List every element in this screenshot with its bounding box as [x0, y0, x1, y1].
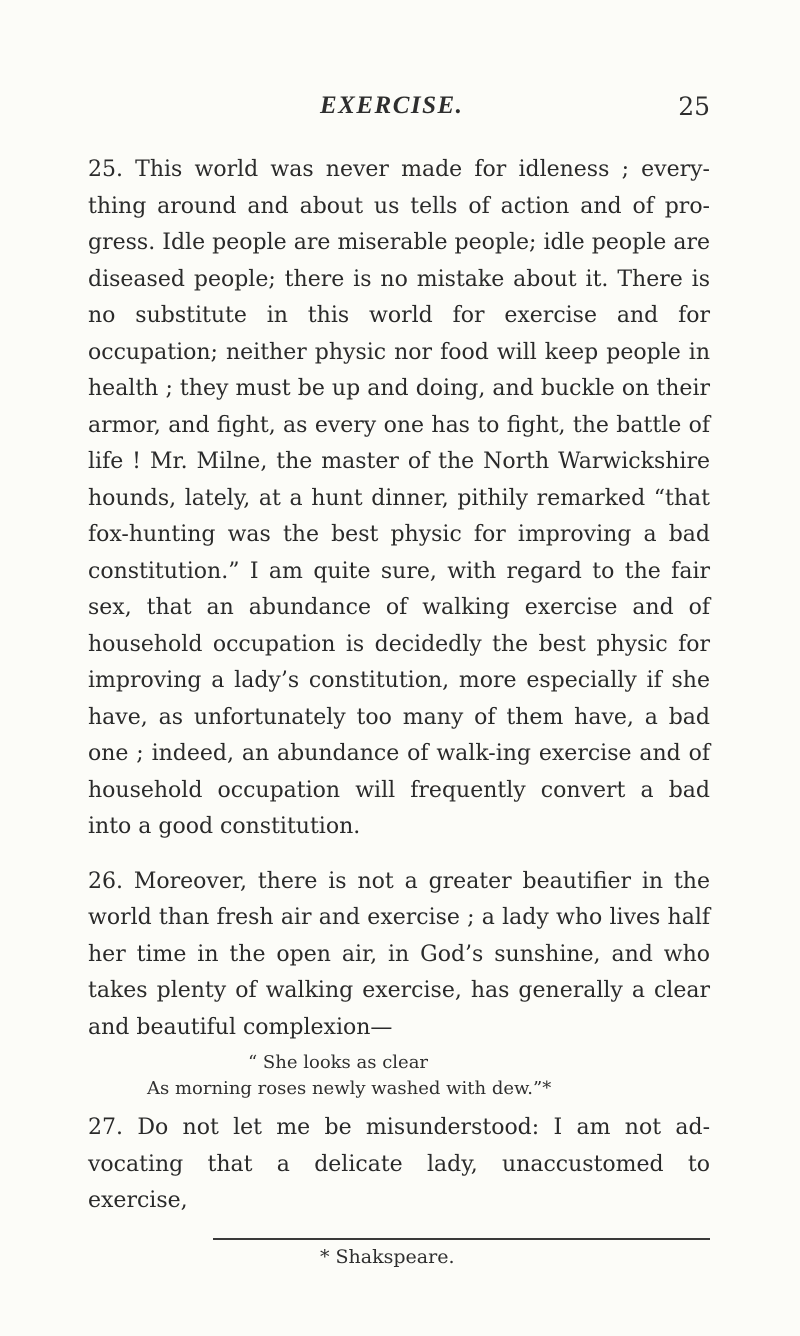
footnote: * Shakspeare. [320, 1246, 455, 1268]
quote-line: “ She looks as clear [248, 1052, 429, 1073]
running-title: EXERCISE. [320, 92, 464, 119]
running-head [240, 92, 710, 132]
paragraph-text: Do not let me be misunderstood: I am not ad-vocating that a delicate lady, unaccustomed to exercise, [88, 1115, 710, 1213]
quote-line: As morning roses newly washed with dew.”* [147, 1078, 552, 1099]
page-number: 25 [678, 92, 710, 121]
paragraph-27 [88, 1110, 710, 1220]
paragraph-number: 26. [88, 868, 123, 894]
paragraph-number: 27. [88, 1115, 123, 1140]
paragraph-number: 25. [88, 157, 123, 182]
paragraph-text: Moreover, there is not a greater beautifier in the world than fresh air and exercise ; a lady who lives half her time in the open air, in God’s sunshine, and who takes plenty of walking exercise, has generally a clear and beautiful complexion— [88, 868, 710, 1040]
paragraph-25 [88, 152, 710, 846]
verse-quote [88, 1050, 710, 1102]
paragraph-text: This world was never made for idleness ; every-thing around and about us tells of action and of pro-gress. Idle people are miserable people; idle people are diseased people; there is no mistake about it. There is no substitute in this world for exercise and for occupation; neither physic nor food will keep people in health ; they must be up and doing, and buckle on their armor, and fight, as every one has to fight, the battle of life ! Mr. Milne, the master of the North Warwickshire hounds, lately, at a hunt dinner, pithily remarked “that fox-hunting was the best physic for improving a bad constitution.” I am quite sure, with regard to the fair sex, that an abundance of walking exercise and of household occupation is decidedly the best physic for improving a lady’s constitution, more especially if she have, as unfortunately too many of them have, a bad one ; indeed, an abundance of walk-ing exercise and of household occupation will frequently convert a bad into a good constitution. [88, 157, 710, 839]
footnote-rule [213, 1238, 710, 1240]
paragraph-26 [88, 864, 710, 1047]
body-text [88, 152, 710, 1220]
